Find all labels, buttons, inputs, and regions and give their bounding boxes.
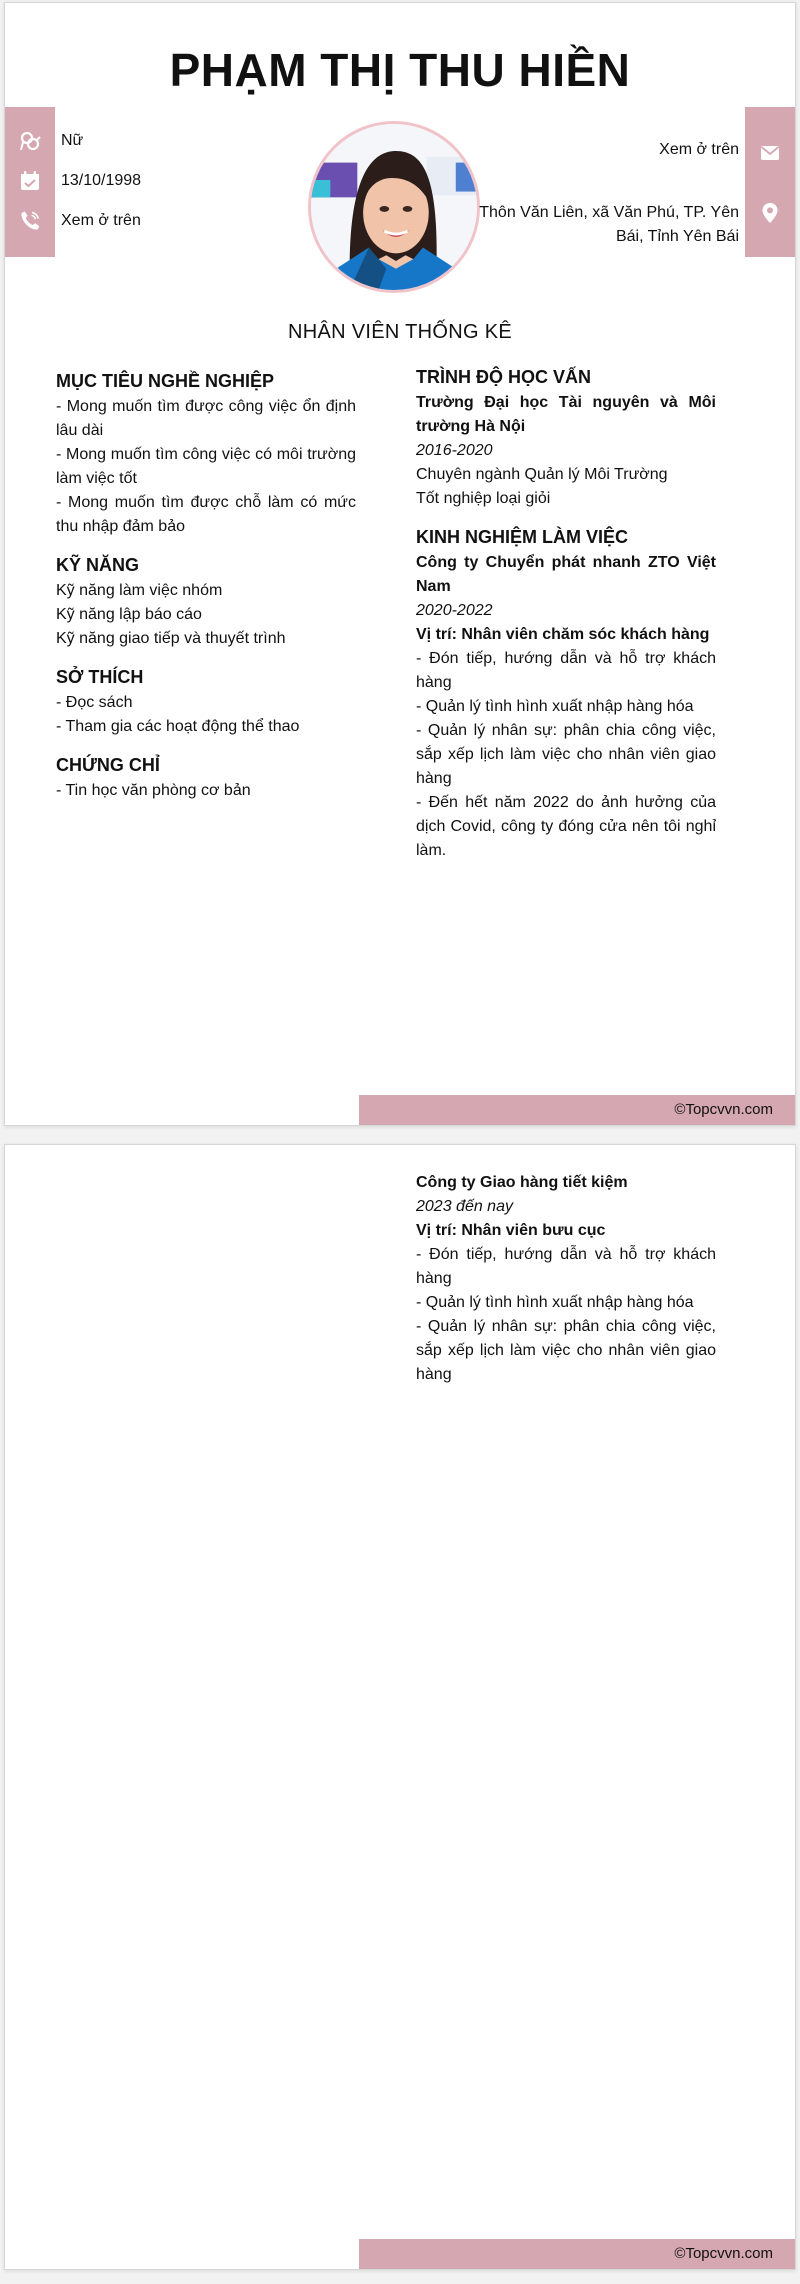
education-section	[416, 365, 716, 511]
education-title: TRÌNH ĐỘ HỌC VẤN	[416, 367, 591, 387]
page-footer	[359, 2239, 795, 2269]
school-name: Trường Đại học Tài nguyên và Môi trường Hà Nội	[416, 394, 716, 435]
certificate-item: - Tin học văn phòng cơ bản	[56, 782, 251, 799]
cv-page-2	[4, 1144, 796, 2270]
right-accent-band	[745, 107, 795, 257]
address-line-2: Bái, Tỉnh Yên Bái	[615, 228, 739, 245]
objective-line: - Mong muốn tìm được chỗ làm có mức thu nhập đảm bảo	[56, 494, 356, 535]
objective-line: - Mong muốn tìm được công việc ổn định lâu dài	[56, 398, 356, 439]
hobby-item: - Tham gia các hoạt động thể thao	[56, 718, 300, 735]
location-pin-icon	[758, 201, 782, 225]
phone-icon	[18, 209, 42, 233]
objective-section	[56, 369, 356, 539]
job-duty: - Quản lý nhân sự: phân chia công việc, sắp xếp lịch làm việc cho nhân viên giao hàng	[416, 1318, 716, 1383]
skills-title: KỸ NĂNG	[56, 555, 140, 575]
job-duty: - Quản lý nhân sự: phân chia công việc, sắp xếp lịch làm việc cho nhân viên giao hàng	[416, 722, 716, 787]
experience-section	[416, 525, 716, 863]
left-column	[56, 369, 356, 817]
calendar-icon	[18, 169, 42, 193]
objective-title: MỤC TIÊU NGHỀ NGHIỆP	[56, 371, 275, 391]
job-position: Vị trí: Nhân viên bưu cục	[416, 1222, 606, 1239]
skill-item: Kỹ năng giao tiếp và thuyết trình	[56, 630, 286, 647]
address-line-1: Thôn Văn Liên, xã Văn Phú, TP. Yên	[479, 204, 739, 221]
job-period: 2023 đến nay	[416, 1198, 513, 1215]
experience-title: KINH NGHIỆM LÀM VIỆC	[416, 527, 629, 547]
company-name: Công ty Chuyển phát nhanh ZTO Việt Nam	[416, 554, 716, 595]
email-text: Xem ở trên	[659, 141, 739, 158]
certificates-title: CHỨNG CHỈ	[56, 755, 160, 775]
education-major: Chuyên ngành Quản lý Môi Trường	[416, 466, 668, 483]
left-accent-band	[5, 107, 55, 257]
candidate-name: PHẠM THỊ THU HIỀN	[169, 44, 631, 96]
skill-item: Kỹ năng lập báo cáo	[56, 606, 202, 623]
hobbies-title: SỞ THÍCH	[56, 667, 144, 687]
hobby-item: - Đọc sách	[56, 694, 133, 711]
hobbies-section	[56, 665, 356, 739]
job-duty: - Đón tiếp, hướng dẫn và hỗ trợ khách hàng	[416, 1246, 716, 1287]
job-title: NHÂN VIÊN THỐNG KÊ	[288, 321, 512, 343]
skill-item: Kỹ năng làm việc nhóm	[56, 582, 223, 599]
right-column-continued	[416, 1171, 716, 1401]
job-position: Vị trí: Nhân viên chăm sóc khách hàng	[416, 626, 710, 643]
birthdate-text: 13/10/1998	[61, 172, 142, 189]
avatar	[308, 121, 480, 293]
gender-icon	[18, 129, 42, 153]
footer-brand: ©Topcvvn.com	[674, 2245, 773, 2262]
address-text	[479, 201, 739, 249]
skills-section	[56, 553, 356, 651]
right-column	[416, 365, 716, 877]
objective-line: - Mong muốn tìm công việc có môi trường làm việc tốt	[56, 446, 356, 487]
certificates-section	[56, 753, 356, 803]
education-grade: Tốt nghiệp loại giỏi	[416, 490, 551, 507]
cv-page-1	[4, 2, 796, 1126]
job-duty: - Đến hết năm 2022 do ảnh hưởng của dịch Covid, công ty đóng cửa nên tôi nghỉ làm.	[416, 794, 716, 859]
mail-icon	[758, 141, 782, 165]
gender-text: Nữ	[61, 132, 84, 149]
job-duty: - Quản lý tình hình xuất nhập hàng hóa	[416, 1294, 694, 1311]
footer-brand: ©Topcvvn.com	[674, 1101, 773, 1118]
company-name: Công ty Giao hàng tiết kiệm	[416, 1174, 628, 1191]
job-duty: - Quản lý tình hình xuất nhập hàng hóa	[416, 698, 694, 715]
education-period: 2016-2020	[416, 442, 493, 459]
page-footer	[359, 1095, 795, 1125]
experience-job-2	[416, 1171, 716, 1387]
phone-text: Xem ở trên	[61, 212, 141, 229]
job-period: 2020-2022	[416, 602, 493, 619]
job-duty: - Đón tiếp, hướng dẫn và hỗ trợ khách hàng	[416, 650, 716, 691]
